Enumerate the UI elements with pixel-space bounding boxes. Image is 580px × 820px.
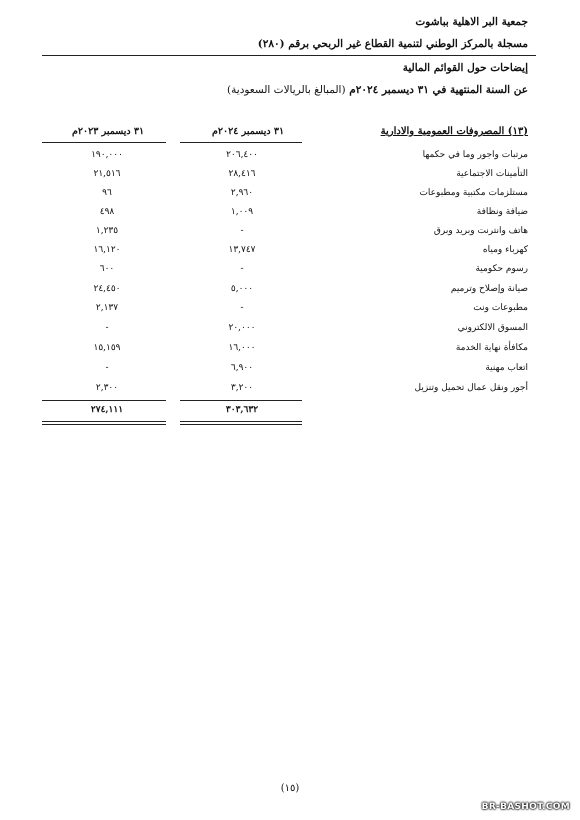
value-2023: ٦٠٠ — [99, 264, 115, 274]
value-2023: ٤٩٨ — [99, 207, 115, 217]
value-2024: ٦,٩٠٠ — [230, 363, 254, 373]
value-2023: ٩٦ — [102, 188, 112, 198]
section-title: (١٣) المصروفات العمومية والادارية — [380, 126, 528, 137]
currency-note: (المبالغ بالريالات السعودية) — [227, 84, 346, 96]
value-2024: - — [240, 226, 244, 236]
row-label: ضيافة ونظافة — [476, 207, 528, 217]
total-double-rule-2024-a — [180, 421, 302, 422]
subtotal-rule-2023 — [42, 400, 166, 401]
value-2024: ٢٨,٤١٦ — [228, 169, 256, 179]
total-double-rule-2024-b — [180, 424, 302, 425]
row-label: مستلزمات مكتبية ومطبوعات — [419, 188, 528, 198]
table-row — [0, 188, 580, 207]
value-2024: ٢,٩٦٠ — [230, 188, 254, 198]
row-label: مكافأة نهاية الخدمة — [455, 343, 528, 353]
value-2023: - — [105, 363, 109, 373]
value-2023: ٢٤,٤٥٠ — [93, 284, 121, 294]
table-row — [0, 363, 580, 382]
registration-line: مسجلة بالمركز الوطني لتنمية القطاع غير الربحي برقم (٢٨٠) — [257, 38, 528, 50]
total-double-rule-2023-a — [42, 421, 166, 422]
page-number: (١٥) — [280, 783, 300, 794]
total-double-rule-2023-b — [42, 424, 166, 425]
row-label: مطبوعات ونت — [473, 303, 528, 313]
value-2024: ١,٠٠٩ — [230, 207, 254, 217]
column-rule-2024 — [180, 142, 302, 143]
table-row — [0, 207, 580, 226]
value-2023: ٢,١٣٧ — [95, 303, 119, 313]
value-2024: ٢٠٦,٤٠٠ — [226, 150, 258, 160]
row-label: هاتف وانترنت وبريد وبرق — [433, 226, 528, 236]
total-2024: ٣٠٣,٦٣٢ — [225, 405, 259, 415]
period-text: عن السنة المنتهية في ٣١ ديسمبر ٢٠٢٤م — [349, 84, 528, 96]
value-2023: ١٩٠,٠٠٠ — [91, 150, 123, 160]
value-2024: ١٣,٧٤٧ — [228, 245, 256, 255]
table-row — [0, 150, 580, 169]
column-header-2024: ٣١ ديسمبر ٢٠٢٤م — [212, 126, 285, 137]
table-row — [0, 284, 580, 303]
value-2024: - — [240, 264, 244, 274]
row-label: كهرباء ومياه — [482, 245, 528, 255]
row-label: رسوم حكومية — [475, 264, 528, 274]
table-row — [0, 343, 580, 362]
header-divider — [42, 55, 536, 56]
period-line — [227, 84, 528, 96]
value-2023: - — [105, 323, 109, 333]
value-2024: - — [240, 303, 244, 313]
table-row — [0, 245, 580, 264]
value-2024: ٣,٢٠٠ — [230, 383, 254, 393]
value-2024: ٢٠,٠٠٠ — [228, 323, 256, 333]
column-rule-2023 — [42, 142, 166, 143]
org-name: جمعية البر الاهلية بباشوت — [415, 16, 528, 28]
subtotal-rule-2024 — [180, 400, 302, 401]
total-2023: ٢٧٤,١١١ — [90, 405, 124, 415]
table-row — [0, 226, 580, 245]
row-label: اتعاب مهنية — [485, 363, 528, 373]
column-header-2023: ٣١ ديسمبر ٢٠٢٣م — [72, 126, 145, 137]
row-label: التأمينات الاجتماعية — [456, 169, 528, 179]
site-watermark: BR-BASHOT.COM — [481, 802, 570, 812]
row-label: صيانة وإصلاح وترميم — [450, 284, 528, 294]
row-label: أجور ونقل عمال تحميل وتنزيل — [414, 383, 528, 393]
value-2024: ٥,٠٠٠ — [230, 284, 254, 294]
table-row — [0, 303, 580, 322]
table-row — [0, 264, 580, 283]
value-2023: ١٦,١٢٠ — [93, 245, 121, 255]
value-2024: ١٦,٠٠٠ — [228, 343, 256, 353]
row-label: المسوق الالكتروني — [457, 323, 528, 333]
row-label: مرتبات واجور وما في حكمها — [422, 150, 528, 160]
table-row — [0, 323, 580, 342]
table-row — [0, 169, 580, 188]
value-2023: ١,٢٣٥ — [95, 226, 119, 236]
value-2023: ٢١,٥١٦ — [93, 169, 121, 179]
value-2023: ١٥,١٥٩ — [93, 343, 121, 353]
value-2023: ٢,٣٠٠ — [95, 383, 119, 393]
notes-title: إيضاحات حول القوائم المالية — [402, 62, 528, 74]
